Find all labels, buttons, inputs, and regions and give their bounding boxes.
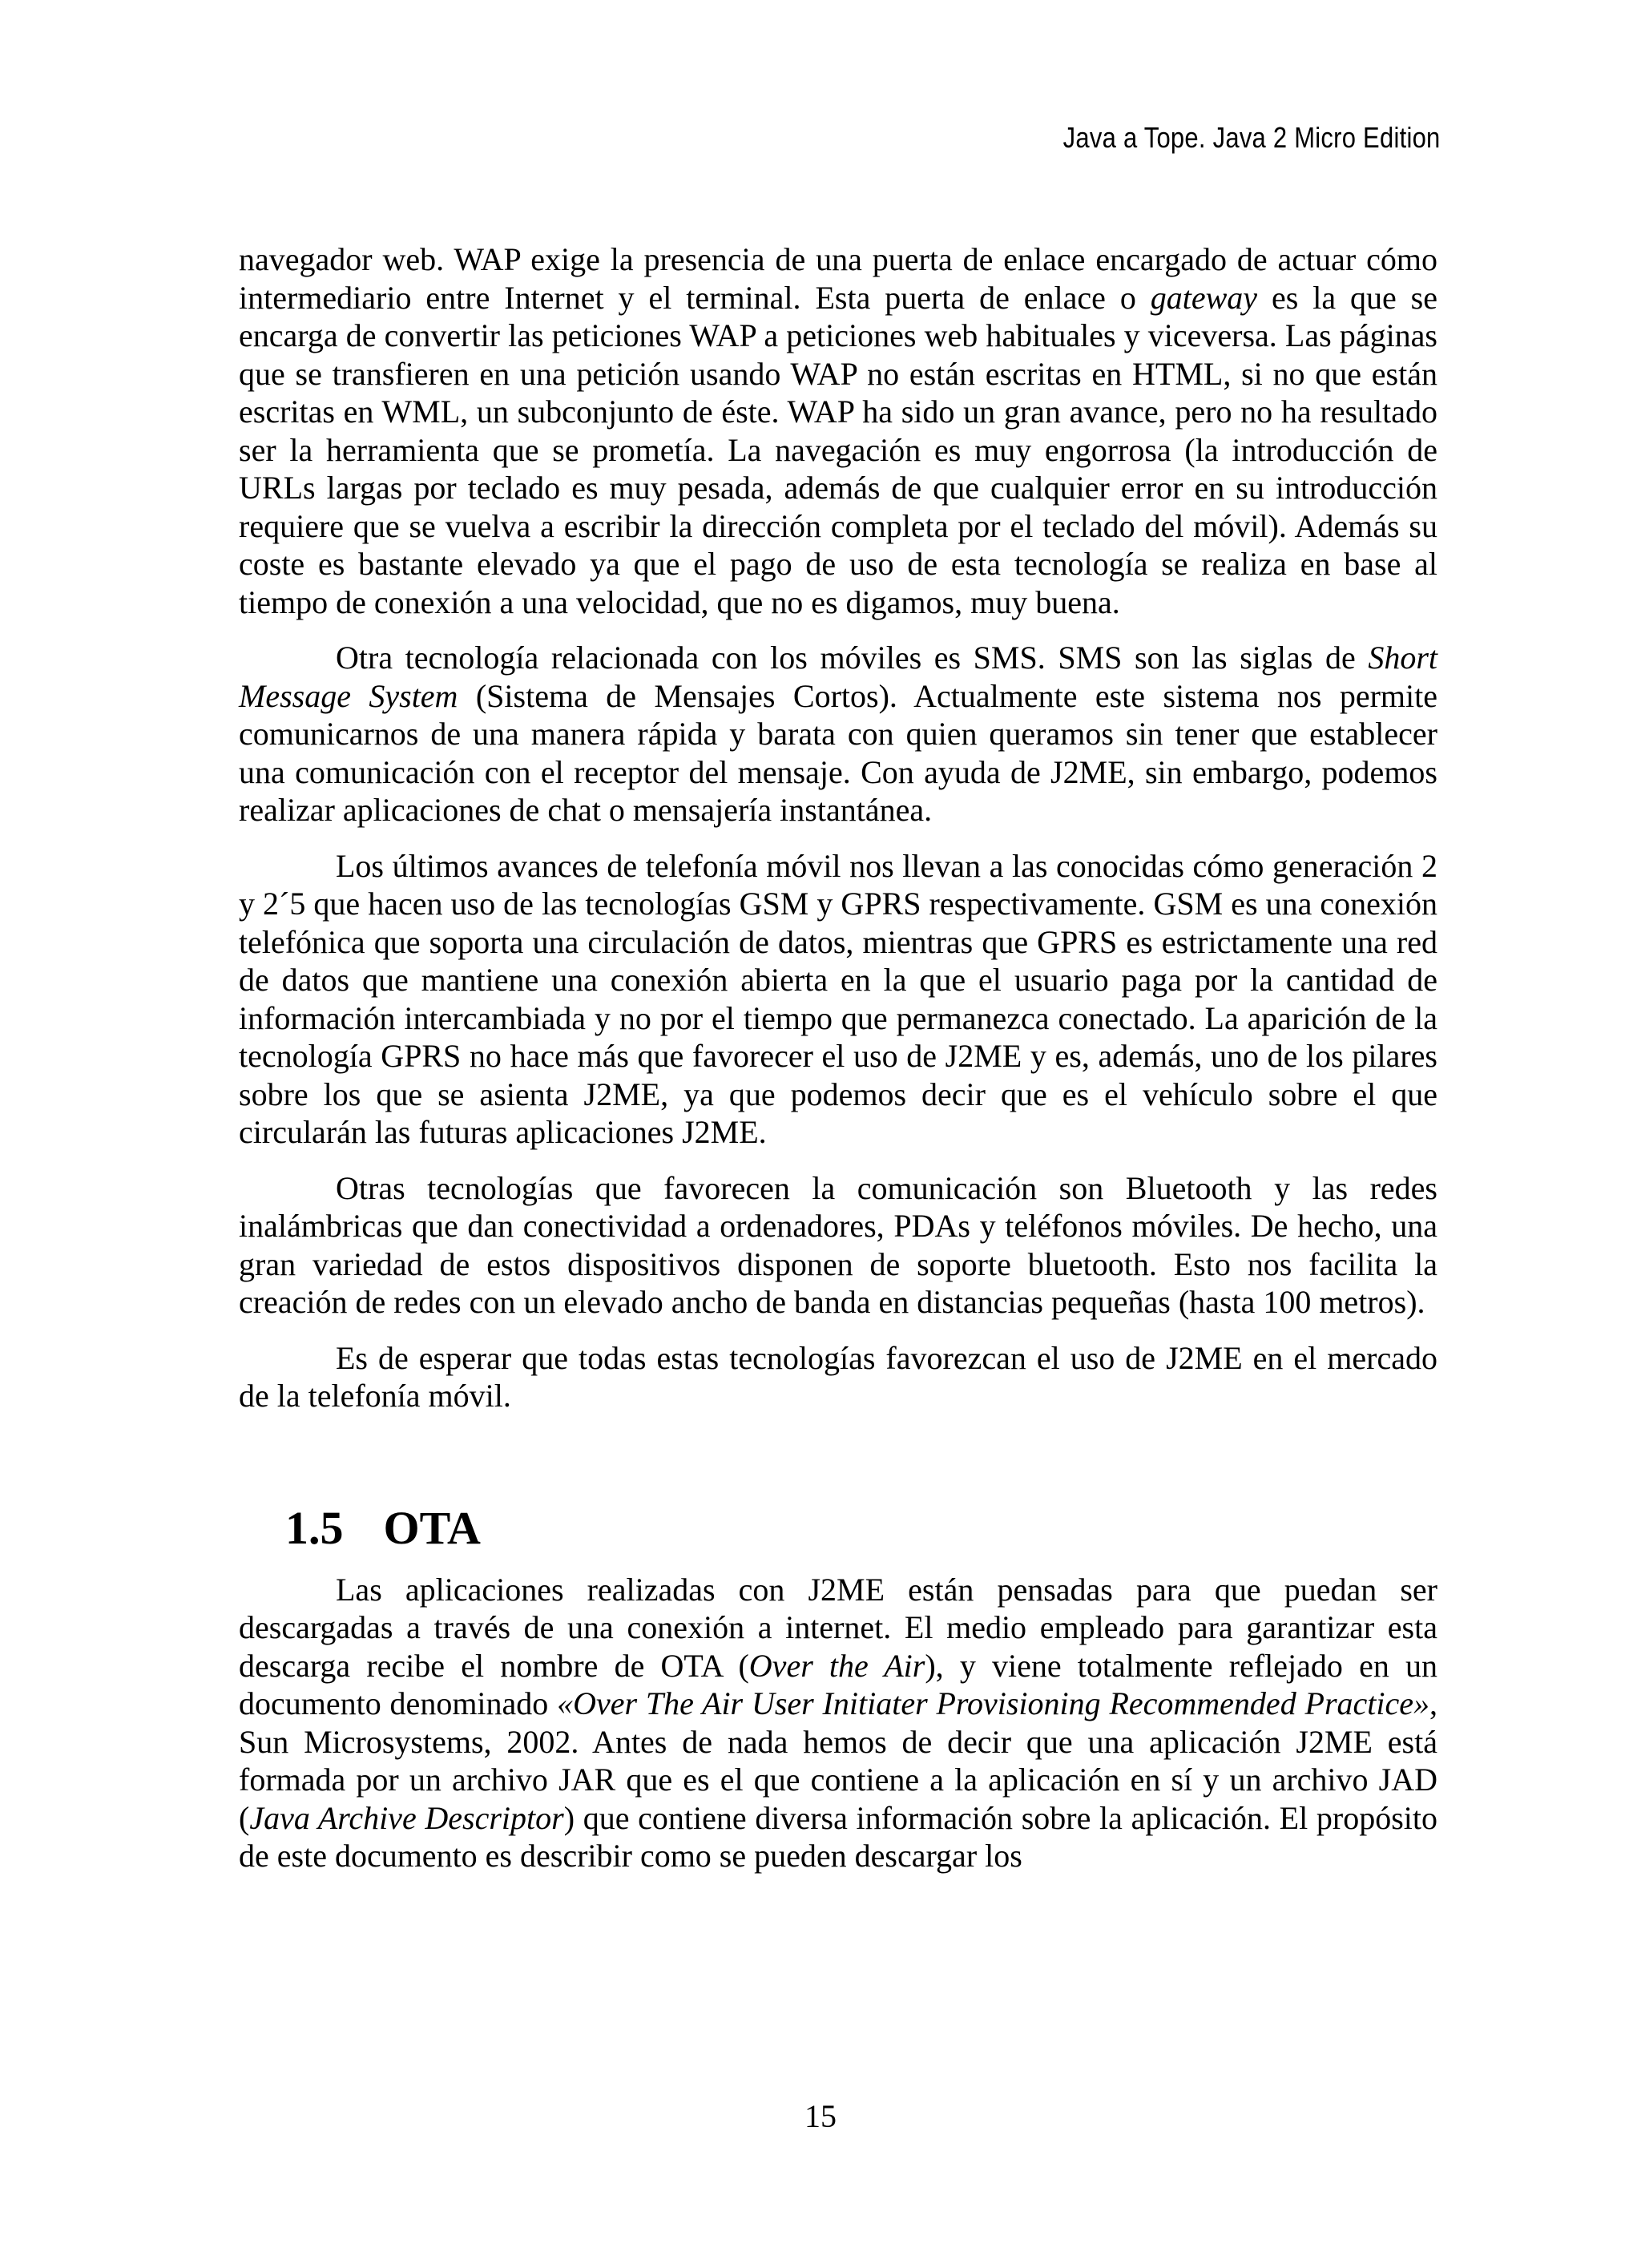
text-run: ), y viene totalmente reflejado en un documento denominado xyxy=(239,1647,1438,1721)
running-header: Java a Tope. Java 2 Micro Edition xyxy=(1063,121,1441,154)
text-run: Las aplicaciones realizadas con J2ME están pensadas para que puedan ser descargadas a través de una conexión a internet. El medio empleado para garantizar esta descarga recibe el nombre de OTA ( xyxy=(239,1571,1437,1684)
paragraph-bluetooth: Otras tecnologías que favorecen la comunicación son Bluetooth y las redes inalámbricas que dan conectividad a ordenadores, PDAs y teléfonos móviles. De hecho, una gran variedad de estos dispositivos disponen de soporte bluetooth. Esto nos facilita la creación de redes con un elevado ancho de banda en distancias pequeñas (hasta 100 metros). xyxy=(239,1169,1437,1320)
italic-term: Over the Air xyxy=(748,1647,925,1684)
italic-document-title: «Over The Air User Initiater Provisioning Recommended Practice» xyxy=(557,1685,1430,1721)
text-run: ) que contiene diversa información sobre la aplicación. El propósito de este documento es describir como se pueden descargar los xyxy=(239,1799,1437,1874)
text-run: es la que se encarga de convertir las peticiones WAP a peticiones web habituales y viceversa. Las páginas que se transfieren en una petición usando WAP no están escritas en HTML, si no que están escritas en WML, un subconjunto de éste. WAP ha sido un gran avance, pero no ha resultado ser la herramienta que se prometía. La navegación es muy engorrosa (la introducción de URLs largas por teclado es muy pesada, además de que cualquier error en su introducción requiere que se vuelva a escribir la dirección completa por el teclado del móvil). Además su coste es bastante elevado ya que el pago de uso de esta tecnología se realiza en base al tiempo de conexión a una velocidad, que no es digamos, muy buena. xyxy=(239,279,1438,620)
section-title: OTA xyxy=(383,1501,481,1554)
italic-term: Short Message System xyxy=(239,640,1437,714)
section-heading xyxy=(285,1500,1437,1556)
italic-term: Java Archive Descriptor xyxy=(249,1799,564,1836)
text-run: navegador web. WAP exige la presencia de una puerta de enlace encargado de actuar cómo intermediario entre Internet y el terminal. Esta puerta de enlace o xyxy=(239,241,1437,316)
paragraph-wap xyxy=(239,240,1437,621)
page-number: 15 xyxy=(804,2098,837,2134)
paragraph-gsm-gprs: Los últimos avances de telefonía móvil nos llevan a las conocidas cómo generación 2 y 2´5 que hacen uso de las tecnologías GSM y GPRS respectivamente. GSM es una conexión telefónica que soporta una circulación de datos, mientras que GPRS es estrictamente una red de datos que mantiene una conexión abierta en la que el usuario paga por la cantidad de información intercambiada y no por el tiempo que permanezca conectado. La aparición de la tecnología GPRS no hace más que favorecer el uso de J2ME y es, además, uno de los pilares sobre los que se asienta J2ME, ya que podemos decir que es el vehículo sobre el que circularán las futuras aplicaciones J2ME. xyxy=(239,847,1437,1150)
paragraph-conclusion: Es de esperar que todas estas tecnologías favorezcan el uso de J2ME en el mercado de la telefonía móvil. xyxy=(239,1339,1437,1414)
page-body xyxy=(239,240,1437,1893)
paragraph-ota xyxy=(239,1571,1437,1875)
text-run: , Sun Microsystems, 2002. Antes de nada hemos de decir que una aplicación J2ME está formada por un archivo JAR que es el que contiene a la aplicación en sí y un archivo JAD ( xyxy=(239,1685,1438,1836)
text-run: (Sistema de Mensajes Cortos). Actualmente este sistema nos permite comunicarnos de una manera rápida y barata con quien queramos sin tener que establecer una comunicación con el receptor del mensaje. Con ayuda de J2ME, sin embargo, podemos realizar aplicaciones de chat o mensajería instantánea. xyxy=(239,677,1437,828)
paragraph-sms xyxy=(239,639,1437,829)
section-number: 1.5 xyxy=(285,1501,344,1554)
text-run: Otra tecnología relacionada con los móviles es SMS. SMS son las siglas de xyxy=(336,640,1369,676)
italic-term: gateway xyxy=(1150,279,1258,316)
